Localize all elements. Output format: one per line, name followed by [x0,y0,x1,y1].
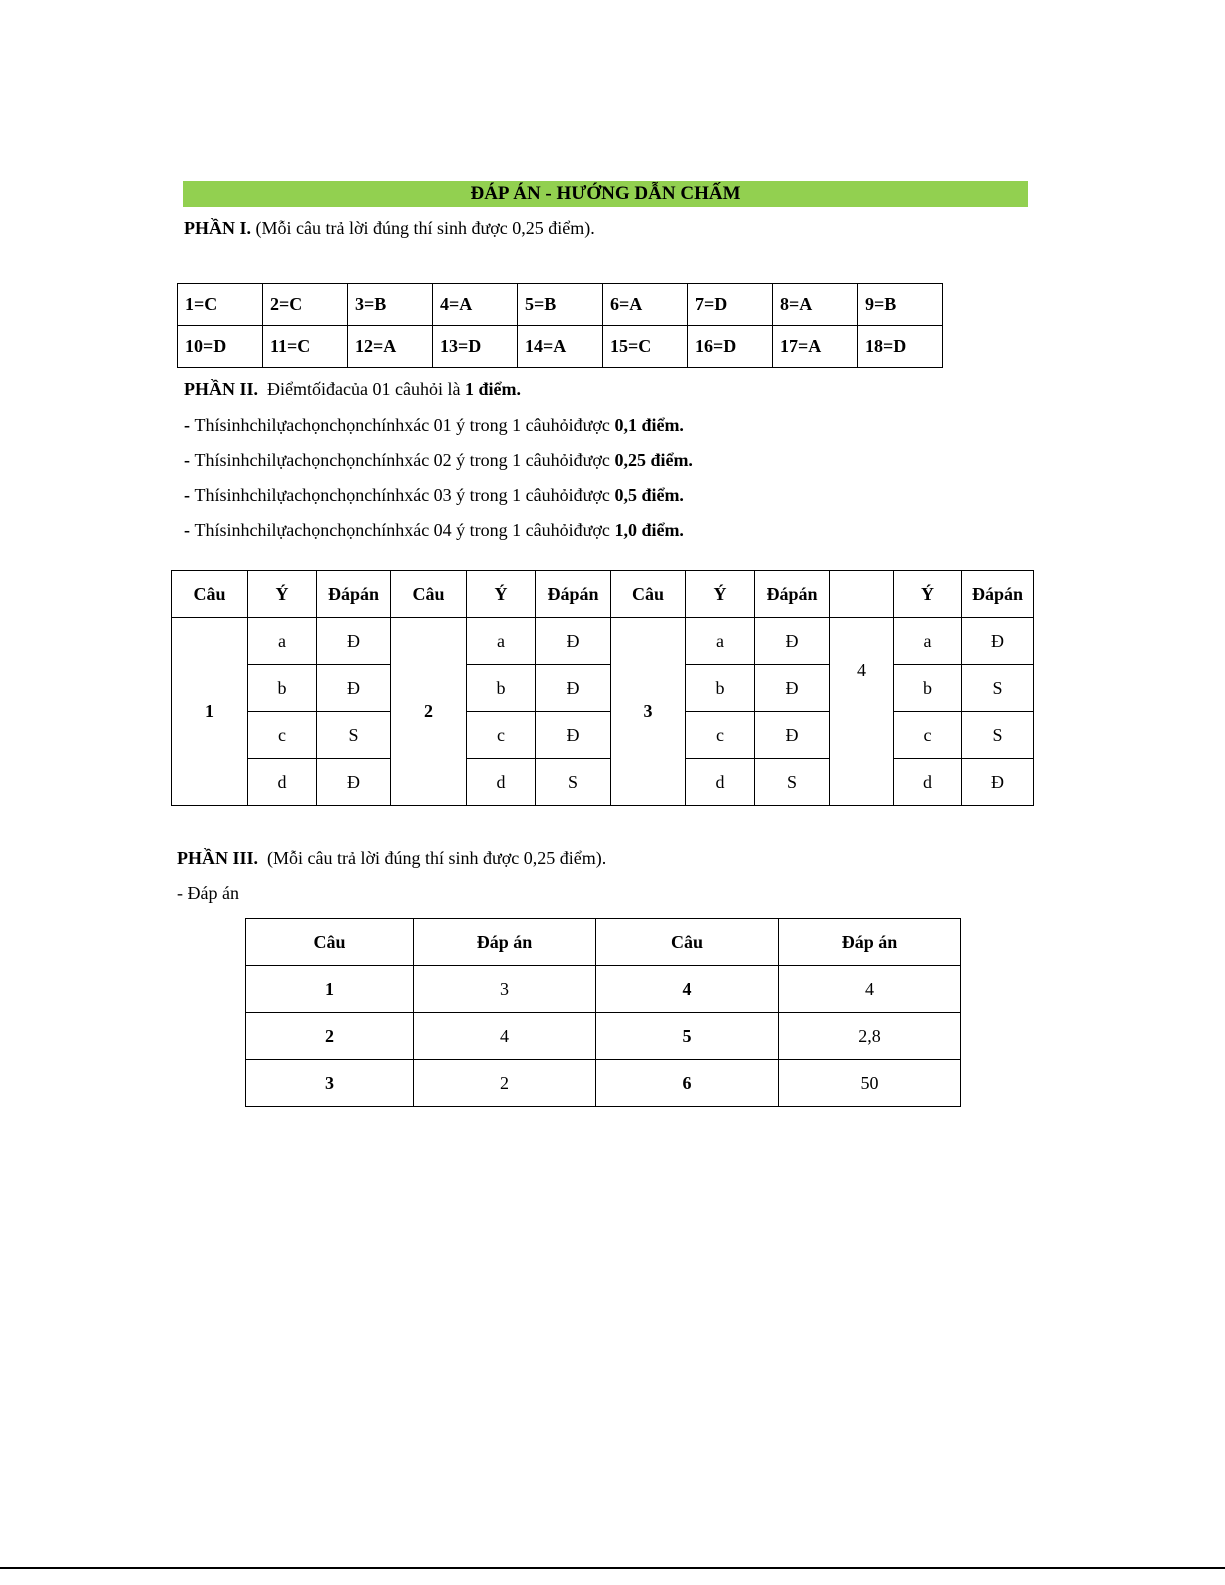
option-letter: b [248,665,317,712]
part1-heading [184,216,595,240]
header-y: Ý [248,571,317,618]
option-answer: S [536,759,611,806]
header-dapan: Đápán [755,571,830,618]
answer-cell: 12=A [348,326,433,368]
header-empty [830,571,894,618]
header-y: Ý [686,571,755,618]
answer-cell: 4=A [433,284,518,326]
answer-cell: 11=C [263,326,348,368]
option-letter: b [894,665,962,712]
header-cau: Câu [391,571,467,618]
answer-cell: 8=A [773,284,858,326]
option-letter: a [894,618,962,665]
option-answer: S [962,712,1034,759]
answer-value: 4 [779,966,961,1013]
option-letter: c [894,712,962,759]
option-letter: b [686,665,755,712]
option-letter: a [686,618,755,665]
option-answer: S [755,759,830,806]
table-row [172,618,1034,665]
option-answer: S [317,712,391,759]
part2-rule: - Thísinhchilựachọnchọnchínhxác 01 ý trong 1 câuhỏiđược 0,1 điểm. [184,415,684,435]
option-answer: Đ [962,618,1034,665]
header-cau: Câu [596,919,779,966]
part2-label: PHẦN II. [184,379,259,399]
part2-answer-table [171,570,1034,806]
answer-cell: 16=D [688,326,773,368]
option-letter: d [467,759,536,806]
answer-value: 4 [414,1013,596,1060]
option-answer: Đ [317,665,391,712]
answer-cell: 6=A [603,284,688,326]
table-row [172,712,1034,759]
option-letter: a [248,618,317,665]
answer-cell: 2=C [263,284,348,326]
header-dapan: Đápán [317,571,391,618]
answer-cell: 10=D [178,326,263,368]
header-cau: Câu [172,571,248,618]
answer-value: 2,8 [779,1013,961,1060]
part3-label: PHẦN III. [177,848,259,868]
question-number: 3 [246,1060,414,1107]
part1-label: PHẦN I. [184,218,251,238]
header-dap-an: Đáp án [779,919,961,966]
answer-key-title: ĐÁP ÁN - HƯỚNG DẪN CHẤM [183,181,1028,207]
answer-value: 2 [414,1060,596,1107]
table-row [172,759,1034,806]
option-answer: Đ [755,665,830,712]
header-cau: Câu [611,571,686,618]
answer-value: 3 [414,966,596,1013]
question-number: 5 [596,1013,779,1060]
table-header-row [172,571,1034,618]
answer-cell: 18=D [858,326,943,368]
header-dapan: Đápán [962,571,1034,618]
part1-answer-table [177,283,943,368]
table-row [246,1060,961,1107]
answer-cell: 1=C [178,284,263,326]
option-answer: S [962,665,1034,712]
answer-cell: 5=B [518,284,603,326]
part2-intro-points: 1 điểm. [464,379,521,399]
header-y: Ý [467,571,536,618]
answer-cell: 9=B [858,284,943,326]
table-row [172,665,1034,712]
part3-note: (Mỗi câu trả lời đúng thí sinh được 0,25 điểm). [258,848,607,868]
option-letter: c [467,712,536,759]
table-header-row [246,919,961,966]
question-number: 2 [246,1013,414,1060]
option-answer: Đ [962,759,1034,806]
part3-answer-table [245,918,961,1107]
answer-value: 50 [779,1060,961,1107]
option-letter: b [467,665,536,712]
part2-rule: - Thísinhchilựachọnchọnchínhxác 04 ý trong 1 câuhỏiđược 1,0 điểm. [184,520,684,540]
option-answer: Đ [755,712,830,759]
part2-intro: Điểmtốiđacủa 01 câuhỏi là [258,379,465,399]
option-answer: Đ [317,759,391,806]
option-answer: Đ [755,618,830,665]
answer-cell: 17=A [773,326,858,368]
option-answer: Đ [317,618,391,665]
part2-rule: - Thísinhchilựachọnchọnchínhxác 03 ý trong 1 câuhỏiđược 0,5 điểm. [184,485,684,505]
header-dapan: Đápán [536,571,611,618]
option-letter: d [686,759,755,806]
question-number: 2 [391,618,467,806]
question-number: 1 [172,618,248,806]
part3-heading [177,846,606,870]
option-letter: d [248,759,317,806]
part3-subheading: - Đáp án [177,883,239,903]
question-number: 4 [596,966,779,1013]
question-number: 6 [596,1060,779,1107]
part2-rule: - Thísinhchilựachọnchọnchínhxác 02 ý trong 1 câuhỏiđược 0,25 điểm. [184,450,693,470]
answer-cell: 15=C [603,326,688,368]
option-answer: Đ [536,618,611,665]
question-number: 1 [246,966,414,1013]
answer-cell: 3=B [348,284,433,326]
option-letter: d [894,759,962,806]
answer-cell: 13=D [433,326,518,368]
part1-note: (Mỗi câu trả lời đúng thí sinh được 0,25 điểm). [251,218,595,238]
option-answer: Đ [536,665,611,712]
option-letter: c [248,712,317,759]
header-dap-an: Đáp án [414,919,596,966]
page-bottom-rule [0,1567,1225,1569]
answer-cell: 14=A [518,326,603,368]
option-letter: a [467,618,536,665]
table-row [178,326,943,368]
question-number: 3 [611,618,686,806]
table-row [246,966,961,1013]
header-y: Ý [894,571,962,618]
option-letter: c [686,712,755,759]
option-answer: Đ [536,712,611,759]
table-row [246,1013,961,1060]
header-cau: Câu [246,919,414,966]
table-row [178,284,943,326]
part2-heading [184,377,521,401]
answer-cell: 7=D [688,284,773,326]
question-number: 4 [830,618,894,806]
